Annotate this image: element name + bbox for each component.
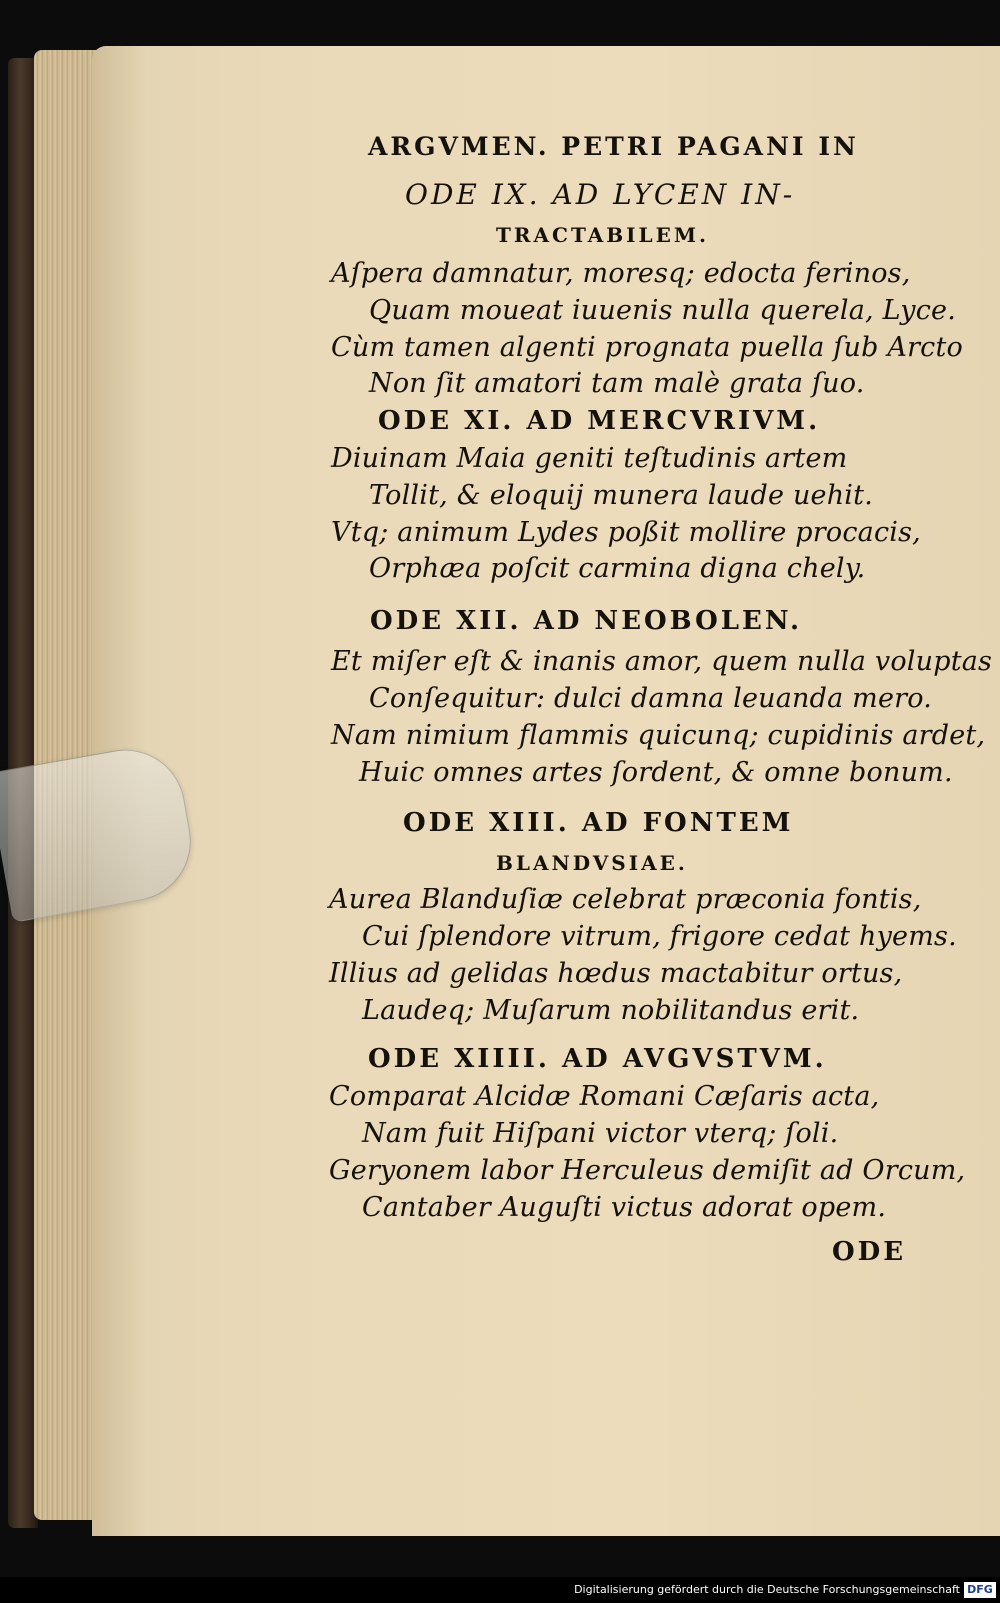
ode-title: ODE XIIII. AD AVGVSTVM.	[368, 1044, 827, 1074]
verse-line: Geryonem labor Herculeus demiſit ad Orcum,	[329, 1155, 966, 1186]
ode-title: ODE IX. AD LYCEN IN-	[405, 178, 796, 211]
verse-line: Nam nimium flammis quicunq; cupidinis ardet,	[331, 720, 986, 751]
verse-line: Quam moueat iuuenis nulla querela, Lyce.	[369, 295, 956, 326]
verse-line: Laudeq; Muſarum nobilitandus erit.	[362, 995, 860, 1026]
ode-title-continued: TRACTABILEM.	[496, 223, 709, 247]
verse-line: Non ſit amatori tam malè grata ſuo.	[369, 368, 865, 399]
ode-title: ODE XIII. AD FONTEM	[403, 808, 794, 838]
verse-line: Vtq; animum Lydes poßit mollire procacis,	[331, 517, 921, 548]
ode-title-continued: BLANDVSIAE.	[496, 851, 688, 875]
footer-bar	[0, 1577, 1000, 1603]
running-head: ARGVMEN. PETRI PAGANI IN	[368, 132, 859, 161]
ode-title: ODE XI. AD MERCVRIVM.	[378, 406, 821, 436]
verse-line: Tollit, & eloquij munera laude uehit.	[369, 480, 873, 511]
verse-line: Nam fuit Hiſpani victor vterq; ſoli.	[362, 1118, 839, 1149]
verse-line: Aurea Blanduſiæ celebrat præconia fontis,	[329, 884, 922, 915]
verse-line: Comparat Alcidæ Romani Cæſaris acta,	[329, 1081, 880, 1112]
verse-line: Diuinam Maia geniti teſtudinis artem	[331, 443, 848, 474]
catchword: ODE	[832, 1237, 907, 1267]
dfg-logo: DFG	[964, 1582, 996, 1598]
verse-line: Cùm tamen algenti prognata puella ſub Arcto	[331, 332, 964, 363]
verse-line: Orphæa poſcit carmina digna chely.	[369, 553, 866, 584]
verse-line: Et miſer eſt & inanis amor, quem nulla voluptas	[331, 646, 993, 677]
verse-line: Aſpera damnatur, moresq; edocta ferinos,	[331, 258, 911, 289]
verse-line: Conſequitur: dulci damna leuanda mero.	[369, 683, 933, 714]
verse-line: Cantaber Auguſti victus adorat opem.	[362, 1192, 887, 1223]
verse-line: Cui ſplendore vitrum, frigore cedat hyems.	[362, 921, 957, 952]
ode-title: ODE XII. AD NEOBOLEN.	[370, 606, 803, 636]
verse-line: Illius ad gelidas hœdus mactabitur ortus,	[329, 958, 903, 989]
footer-credit: Digitalisierung gefördert durch die Deutsche Forschungsgemeinschaft	[574, 1583, 960, 1596]
verse-line: Huic omnes artes ſordent, & omne bonum.	[359, 757, 953, 788]
